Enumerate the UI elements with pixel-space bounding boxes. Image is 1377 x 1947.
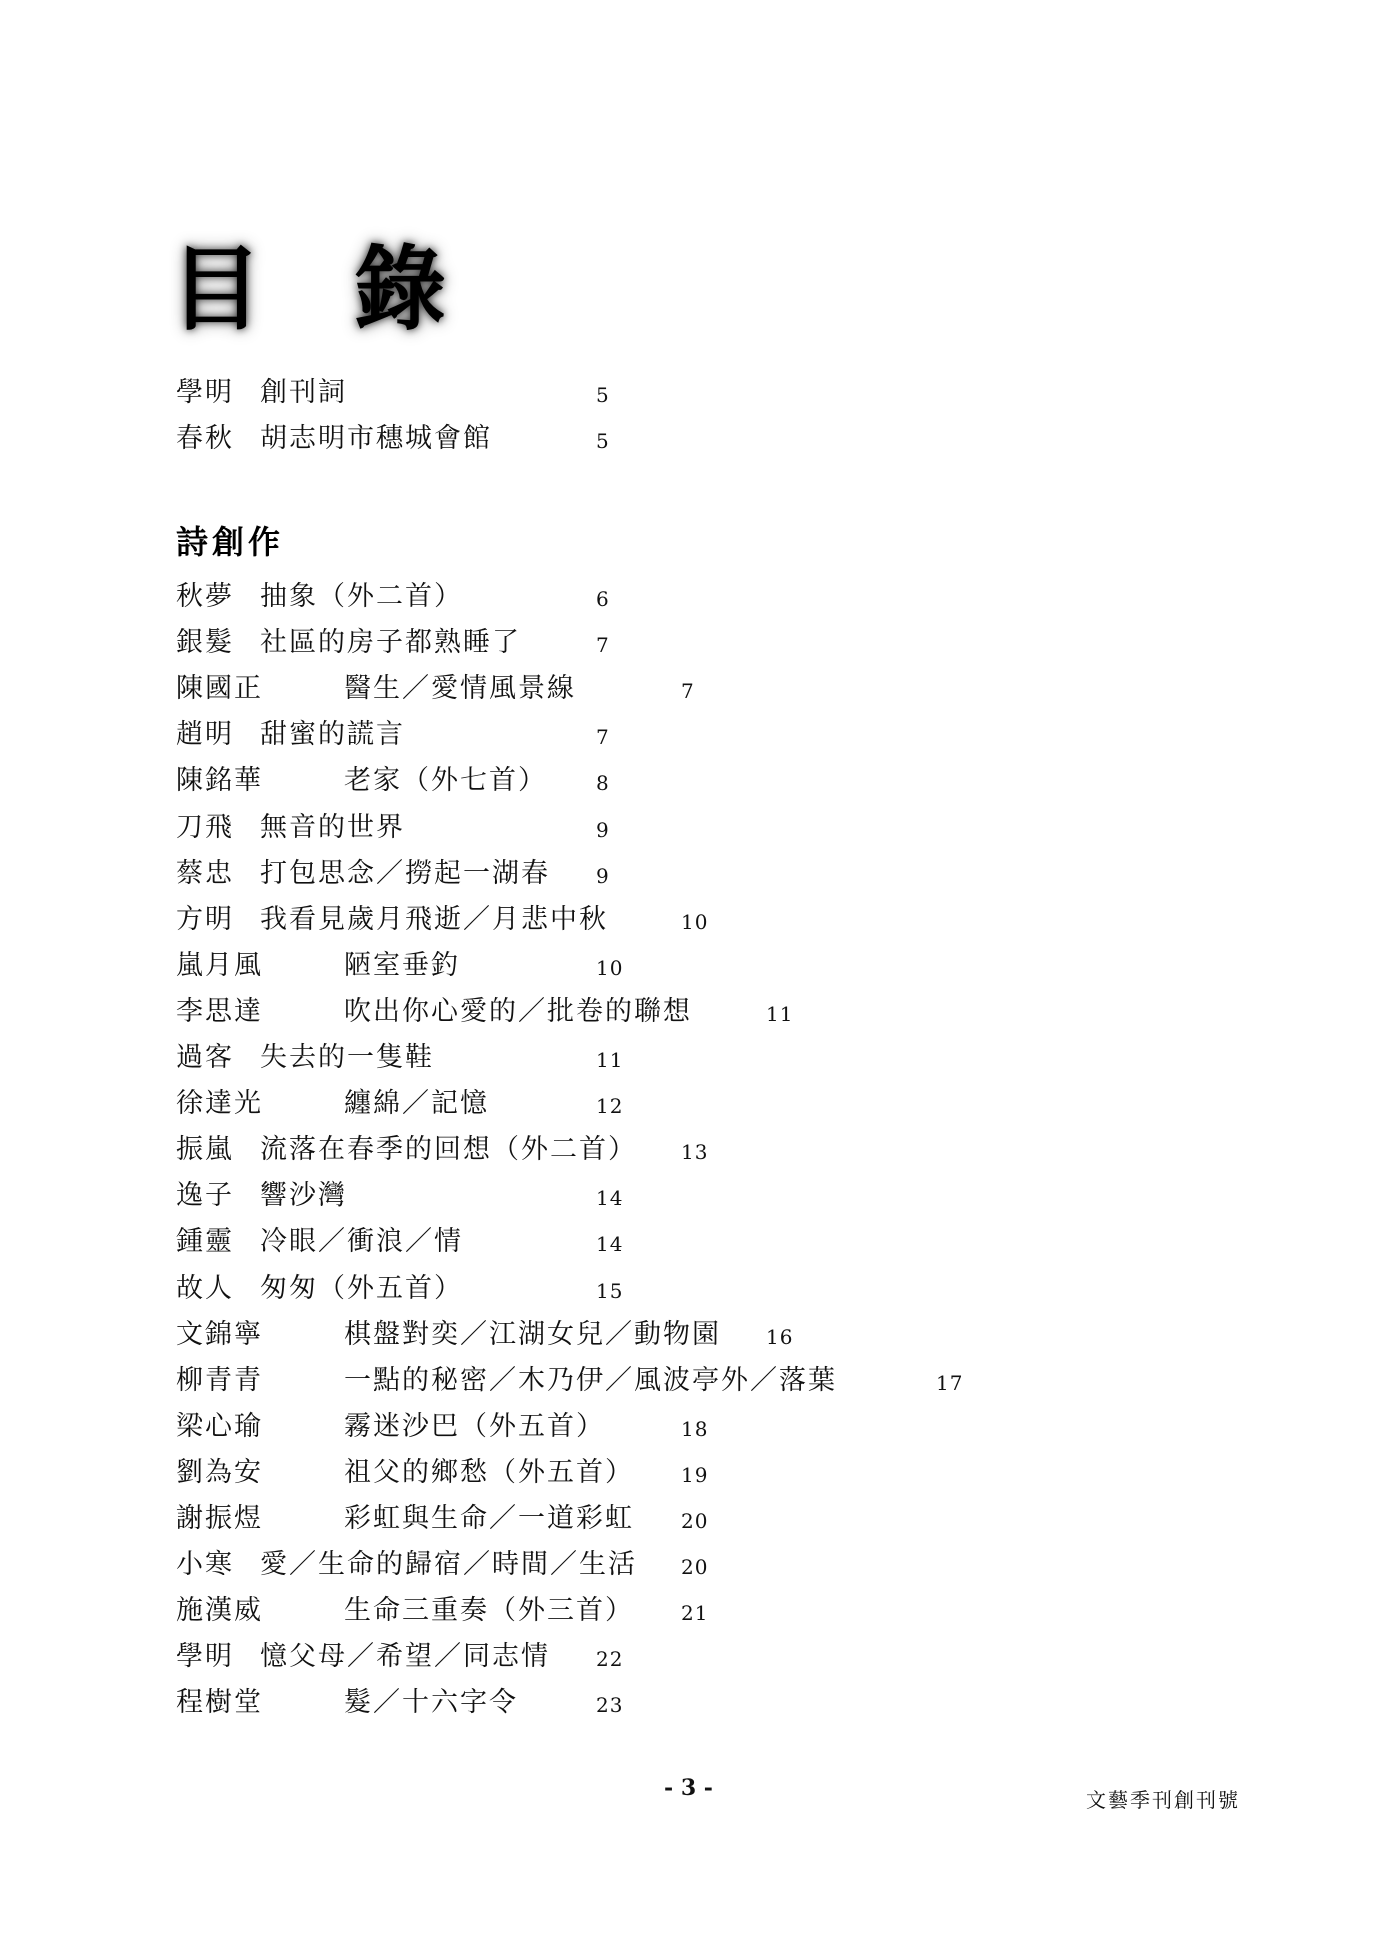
entry-author: 春秋: [176, 423, 234, 454]
entry-title: 吹出你心愛的／批卷的聯想: [344, 996, 692, 1027]
entry-page-number: 21: [681, 1601, 709, 1625]
page-title: 目 錄: [170, 236, 477, 343]
entry-page-number: 12: [596, 1094, 624, 1118]
entry-page-number: 5: [596, 383, 610, 407]
entry-page-number: 23: [596, 1693, 624, 1717]
entry-page-number: 17: [936, 1371, 964, 1395]
entry-page-number: 11: [766, 1002, 794, 1026]
entry-author: 小寒: [176, 1549, 234, 1580]
entry-author: 文錦寧: [176, 1319, 263, 1350]
entry-title: 髮／十六字令: [344, 1687, 518, 1718]
entry-title: 甜蜜的謊言: [260, 719, 405, 750]
entry-page-number: 22: [596, 1647, 624, 1671]
entry-author: 徐達光: [176, 1088, 263, 1119]
entry-title: 祖父的鄉愁（外五首）: [344, 1457, 634, 1488]
entry-author: 趙明: [176, 719, 234, 750]
entry-author: 鍾靈: [176, 1226, 234, 1257]
entry-page-number: 7: [596, 725, 610, 749]
entry-page-number: 15: [596, 1279, 624, 1303]
entry-author: 劉為安: [176, 1457, 263, 1488]
entry-title: 老家（外七首）: [344, 765, 547, 796]
entry-title: 社區的房子都熟睡了: [260, 627, 521, 658]
entry-title: 抽象（外二首）: [260, 581, 463, 612]
entry-author: 方明: [176, 904, 234, 935]
entry-author: 秋夢: [176, 581, 234, 612]
entry-author: 學明: [176, 377, 234, 408]
entry-author: 振嵐: [176, 1134, 234, 1165]
entry-author: 李思達: [176, 996, 263, 1027]
entry-title: 陋室垂釣: [344, 950, 460, 981]
entry-page-number: 14: [596, 1232, 624, 1256]
entry-page-number: 8: [596, 771, 610, 795]
entry-title: 醫生／愛情風景線: [344, 673, 576, 704]
entry-title: 霧迷沙巴（外五首）: [344, 1411, 605, 1442]
entry-page-number: 6: [596, 587, 610, 611]
entry-page-number: 7: [681, 679, 695, 703]
entry-author: 故人: [176, 1273, 234, 1304]
entry-page-number: 20: [681, 1555, 709, 1579]
entry-page-number: 5: [596, 429, 610, 453]
entry-title: 憶父母／希望／同志情: [260, 1641, 550, 1672]
entry-title: 胡志明市穗城會館: [260, 423, 492, 454]
entry-title: 無音的世界: [260, 812, 405, 843]
entry-title: 響沙灣: [260, 1180, 347, 1211]
entry-author: 柳青青: [176, 1365, 263, 1396]
entry-author: 嵐月風: [176, 950, 263, 981]
entry-page-number: 14: [596, 1186, 624, 1210]
entry-page-number: 19: [681, 1463, 709, 1487]
entry-page-number: 9: [596, 818, 610, 842]
entry-author: 銀髮: [176, 627, 234, 658]
entry-title: 一點的秘密／木乃伊／風波亭外／落葉: [344, 1365, 837, 1396]
entry-author: 學明: [176, 1641, 234, 1672]
entry-title: 彩虹與生命／一道彩虹: [344, 1503, 634, 1534]
entry-page-number: 18: [681, 1417, 709, 1441]
entry-author: 逸子: [176, 1180, 234, 1211]
entry-title: 纏綿／記憶: [344, 1088, 489, 1119]
entry-title: 生命三重奏（外三首）: [344, 1595, 634, 1626]
entry-title: 棋盤對奕／江湖女兒／動物園: [344, 1319, 721, 1350]
entry-page-number: 9: [596, 864, 610, 888]
entry-page-number: 10: [596, 956, 624, 980]
entry-page-number: 10: [681, 910, 709, 934]
entry-title: 創刊詞: [260, 377, 347, 408]
entry-title: 匆匆（外五首）: [260, 1273, 463, 1304]
entry-author: 施漢威: [176, 1595, 263, 1626]
entry-page-number: 16: [766, 1325, 794, 1349]
entry-author: 陳國正: [176, 673, 263, 704]
publication-title: 文藝季刊創刊號: [1086, 1788, 1240, 1812]
entry-author: 過客: [176, 1042, 234, 1073]
entry-page-number: 11: [596, 1048, 624, 1072]
entry-author: 蔡忠: [176, 858, 234, 889]
page-number: - 3 -: [664, 1775, 713, 1801]
entry-title: 失去的一隻鞋: [260, 1042, 434, 1073]
entry-page-number: 20: [681, 1509, 709, 1533]
entry-title: 冷眼／衝浪／情: [260, 1226, 463, 1257]
entry-page-number: 13: [681, 1140, 709, 1164]
entry-author: 梁心瑜: [176, 1411, 263, 1442]
section-heading: 詩創作: [176, 523, 285, 561]
entry-title: 打包思念／撈起一湖春: [260, 858, 550, 889]
entry-author: 程樹堂: [176, 1687, 263, 1718]
entry-author: 謝振煜: [176, 1503, 263, 1534]
entry-author: 刀飛: [176, 812, 234, 843]
entry-author: 陳銘華: [176, 765, 263, 796]
entry-title: 流落在春季的回想（外二首）: [260, 1134, 637, 1165]
entry-page-number: 7: [596, 633, 610, 657]
entry-title: 愛／生命的歸宿／時間／生活: [260, 1549, 637, 1580]
entry-title: 我看見歲月飛逝／月悲中秋: [260, 904, 608, 935]
